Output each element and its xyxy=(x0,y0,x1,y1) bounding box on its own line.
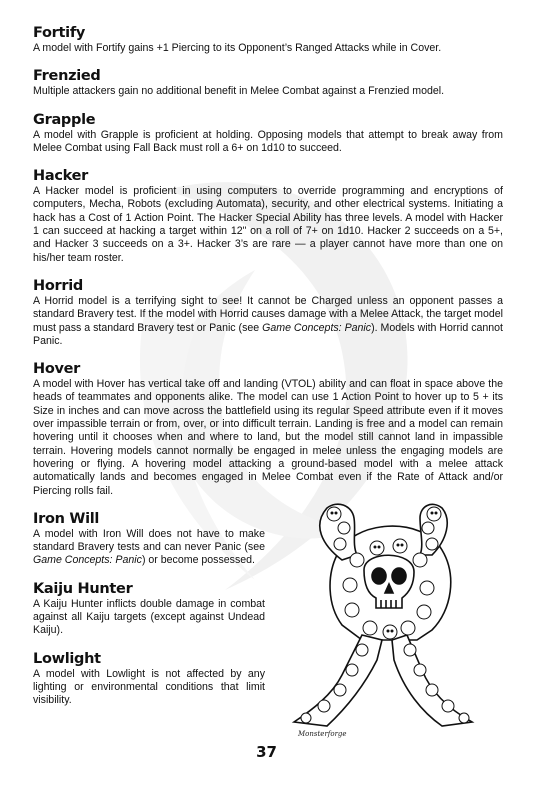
entry-text-part: A model with Iron Will does not have to make standard Bravery tests and can never Panic (see xyxy=(33,527,265,554)
entry-title: Grapple xyxy=(33,111,96,128)
entry-title: Horrid xyxy=(33,277,83,294)
entry-kaiju-hunter xyxy=(33,581,265,638)
entry-title: Hacker xyxy=(33,168,88,185)
entry-grapple xyxy=(33,112,503,156)
entry-text: A model with Hover has vertical take off and landing (VTOL) ability and can float in space above the heads of teammates and opponents alike. The model can use 1 Action Point to hover up to 5 + its Size in inches and can move across the battlefield using its regular Speed attribute even if it moves over impassible terrain or from, over, or into difficult terrain. Landing is free and a model can remain hovering until it chooses when and where to land, but the model still cannot land in impassible terrain. Hovering models cannot normally be engaged in melee unless the engaging models are hovering or flying. A hovering model attacking a ground-based model with a melee attack automatically lands and becomes engaged in Melee Combat even if the Rate of Attack and/or Piercing rolls fail. xyxy=(33,378,503,497)
entry-horrid xyxy=(33,278,503,348)
entry-text xyxy=(33,528,265,568)
entry-text: A model with Fortify gains +1 Piercing to its Opponent’s Ranged Attacks while in Cover. xyxy=(33,42,442,54)
entry-text-part: ) or become possessed. xyxy=(141,554,255,567)
entry-text xyxy=(33,295,503,348)
page-number: 37 xyxy=(256,743,277,761)
entry-text: Multiple attackers gain no additional benefit in Melee Combat against a Frenzied model. xyxy=(33,85,445,98)
entry-text: A model with Grapple is proficient at holding. Opposing models that attempt to break away from Melee Combat using Fall Back must roll a 6+ on 1d10 to succeed. xyxy=(33,128,503,154)
entry-hacker xyxy=(33,168,503,265)
entry-text-part: A Horrid model is a terrifying sight to see! It cannot be Charged unless an opponent passes a standard Bravery test. If the model with Horrid causes damage with a Melee Attack, the target model must pass a standard Bravery test or Panic (see xyxy=(33,294,503,334)
entry-fortify xyxy=(33,25,503,55)
entry-title: Hover xyxy=(33,361,81,378)
entry-title: Lowlight xyxy=(33,650,101,667)
entry-text-part: ). Models with Horrid cannot Panic. xyxy=(33,321,503,347)
entry-lowlight xyxy=(33,651,265,708)
entry-title: Fortify xyxy=(33,25,85,41)
entry-text: A Kaiju Hunter inflicts double damage in combat against all Kaiju targets (except against Undead Kaiju). xyxy=(33,597,265,637)
entry-title: Kaiju Hunter xyxy=(33,580,133,597)
entry-text: A model with Lowlight is not affected by any lighting or environmental conditions that limit visibility. xyxy=(33,667,265,707)
entry-title: Iron Will xyxy=(33,510,100,527)
entry-iron-will xyxy=(33,511,265,568)
entry-text: A Hacker model is proficient in using computers to override programming and encryptions of computers, Mecha, Robots (excluding Automata), security, and other electrical systems. Initiating a hack has a Cost of 1 Action Point. The Hacker Special Ability has three levels. A model with Hacker 1 can succeed at hacking a target within 12" on a roll of 7+ on 1d10. Hacker 2 succeeds on a 5+, and Hacker 3 succeeds on a 3+. Hacker 3’s are rare — a player cannot have more than one on his/her team roster. xyxy=(33,185,503,264)
cross-reference: Game Concepts: Panic xyxy=(33,554,142,567)
cross-reference: Game Concepts: Panic xyxy=(262,321,372,334)
entry-title: Frenzied xyxy=(33,68,101,85)
skull-golem-illustration xyxy=(282,500,492,735)
illustration-credit: Monsterforge xyxy=(298,730,347,738)
entry-hover xyxy=(33,361,503,498)
entry-frenzied xyxy=(33,68,503,98)
